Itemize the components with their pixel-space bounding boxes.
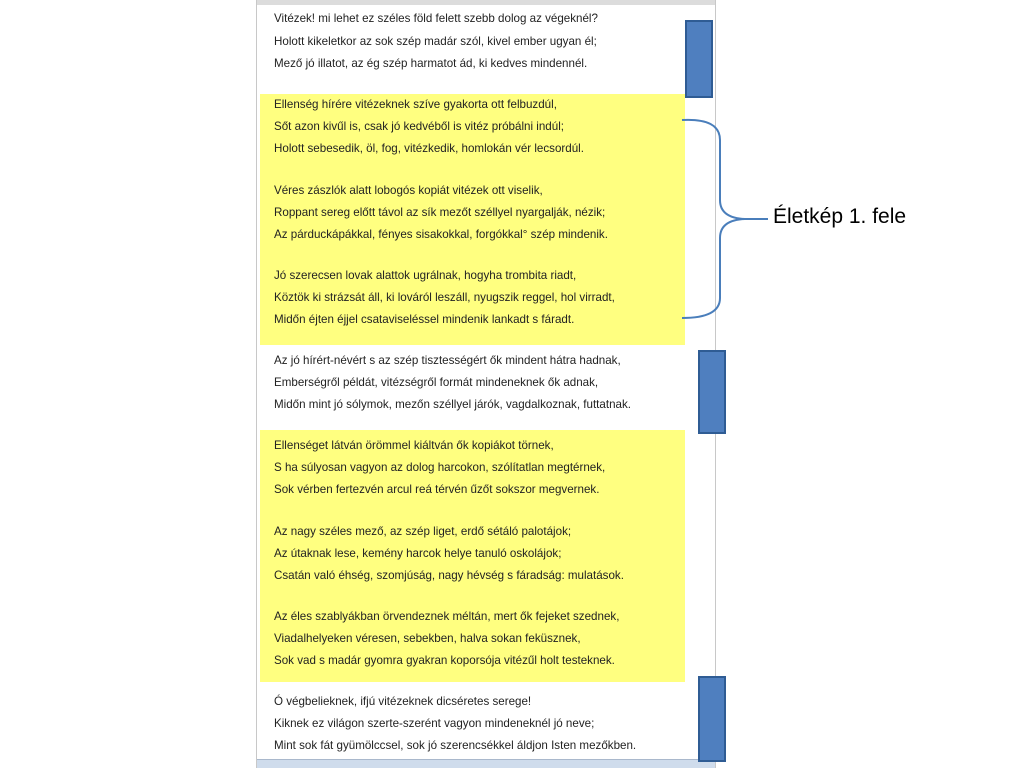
poem-line: Midőn mint jó sólymok, mezőn széllyel járók, vagdalkoznak, futtatnak. xyxy=(274,398,631,411)
poem-line: Sok vérben fertezvén arcul reá térvén űzőt sokszor megvernek. xyxy=(274,483,600,496)
poem-line: Ellenséget látván örömmel kiáltván ők kopiákot törnek, xyxy=(274,439,554,452)
poem-line: Az nagy széles mező, az szép liget, erdő sétáló palotájok; xyxy=(274,525,572,538)
poem-line: Az éles szablyákban örvendeznek méltán, mert ők fejeket szednek, xyxy=(274,610,620,623)
poem-line: Az párduckápákkal, fényes sisakokkal, forgókkal° szép mindenik. xyxy=(274,228,608,241)
poem-line: Emberségről példát, vitézségről formát mindeneknek ők adnak, xyxy=(274,376,599,389)
poem-line: Jó szerecsen lovak alattok ugrálnak, hogyha trombita riadt, xyxy=(274,269,577,282)
poem-line: Sok vad s madár gyomra gyakran koporsója vitézűl holt testeknek. xyxy=(274,654,615,667)
annotation-label: Életkép 1. fele xyxy=(773,205,907,228)
poem-line: Ó végbelieknek, ifjú vitézeknek dicséretes serege! xyxy=(274,695,532,708)
poem-line: Mint sok fát gyümölccsel, sok jó szerencsékkel áldjon Isten mezőkben. xyxy=(274,739,637,752)
poem-line: Mező jó illatot, az ég szép harmatot ád, ki kedves mindennél. xyxy=(274,57,588,70)
poem-line: S ha súlyosan vagyon az dolog harcokon, szólítatlan megtérnek, xyxy=(274,461,606,474)
poem-line: Roppant sereg előtt távol az sík mezőt széllyel nyargalják, nézik; xyxy=(274,206,606,219)
poem-line: Vitézek! mi lehet ez széles föld felett szebb dolog az végeknél? xyxy=(274,12,598,25)
poem-line: Az jó hírért-névért s az szép tisztességért ők mindent hátra hadnak, xyxy=(274,354,621,367)
poem-line: Holott sebesedik, öl, fog, vitézkedik, homlokán vér lecsordúl. xyxy=(274,142,584,155)
poem-line: Midőn éjten éjjel csataviseléssel mindenik lankadt s fáradt. xyxy=(274,313,575,326)
poem-line: Viadalhelyeken véresen, sebekben, halva sokan feküsznek, xyxy=(274,632,581,645)
poem-line: Ellenség hírére vitézeknek szíve gyakorta ott felbuzdúl, xyxy=(274,98,557,111)
poem-line: Sőt azon kivűl is, csak jó kedvéből is vitéz próbálni indúl; xyxy=(274,120,564,133)
poem-line: Köztök ki strázsát áll, ki lováról leszáll, nyugszik reggel, hol virradt, xyxy=(274,291,615,304)
poem-line: Holott kikeletkor az sok szép madár szól, kivel ember ugyan él; xyxy=(274,35,597,48)
poem-line: Véres zászlók alatt lobogós kopiát vitézek ott viselik, xyxy=(274,184,543,197)
poem-line: Csatán való éhség, szomjúság, nagy hévség s fáradság: mulatások. xyxy=(274,569,624,582)
poem-line: Kiknek ez világon szerte-szerént vagyon mindeneknél jó neve; xyxy=(274,717,595,730)
poem-line: Az útaknak lese, kemény harcok helye tanuló oskolájok; xyxy=(274,547,562,560)
brace-path xyxy=(682,120,768,318)
